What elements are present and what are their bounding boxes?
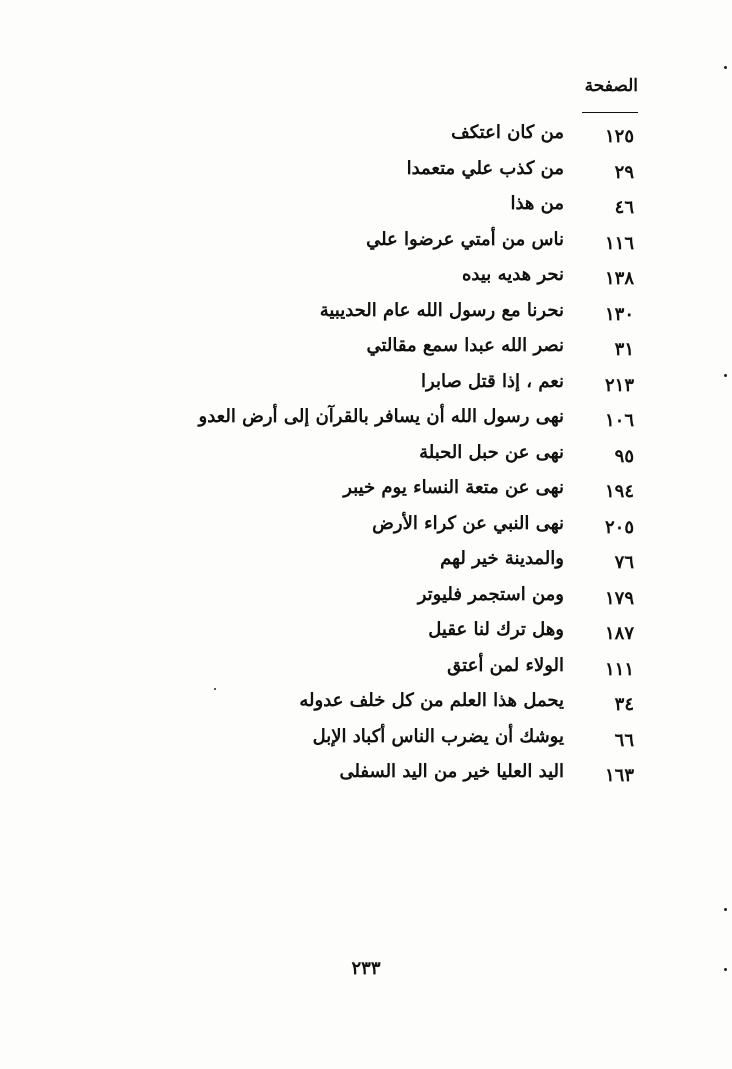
entry-text: نحرنا مع رسول الله عام الحديبية [319,299,564,321]
entry-page-number: ٧٦ [614,552,634,573]
entry-page-number: ١٦٣ [604,765,634,786]
index-entry [0,260,732,296]
entry-text: وهل ترك لنا عقيل [428,619,564,640]
entry-text: نصر الله عبدا سمع مقالتي [366,335,564,356]
entry-text: والمدينة خير لهم [440,548,564,569]
index-entry [0,722,732,758]
index-entry [0,438,732,474]
entry-text: يحمل هذا العلم من كل خلف عدوله [299,690,564,711]
scan-speck [724,374,727,377]
entry-text: نعم ، إذا قتل صابرا [421,370,564,392]
entry-page-number: ٢٠٥ [604,516,634,538]
index-entry [0,367,732,403]
index-entry [0,615,732,651]
index-entry [0,296,732,332]
entry-page-number: ١٧٩ [604,587,634,609]
index-entry [0,331,732,367]
footer-page-number: ٢٣٣ [351,958,381,979]
index-entry [0,473,732,509]
entry-text: من كذب علي متعمدا [406,157,564,179]
entry-text: الولاء لمن أعتق [447,654,564,676]
index-entry [0,402,732,438]
entry-text: نهى عن حبل الحبلة [419,441,564,463]
entry-text: ومن استجمر فليوتر [417,583,564,605]
entry-page-number: ٦٦ [614,729,634,751]
entry-page-number: ١٣٠ [604,303,634,325]
entry-page-number: ٢٩ [614,161,634,183]
index-entry [0,686,732,722]
header-underline [582,112,638,113]
entry-text: من هذا [510,193,564,214]
entry-text: نهى عن متعة النساء يوم خيبر [343,477,564,498]
index-entry [0,189,732,225]
column-header-page: الصفحة [584,76,638,96]
scan-speck [724,66,727,69]
entry-page-number: ٣٤ [614,694,634,715]
index-entry [0,580,732,616]
entry-page-number: ٩٥ [614,445,634,467]
index-entry [0,544,732,580]
entry-text: نهى النبي عن كراء الأرض [372,512,564,534]
entry-page-number: ١٢٥ [604,126,634,147]
entry-page-number: ١١٦ [604,232,634,254]
entry-text: نحر هديه بيده [461,264,564,285]
entry-page-number: ١٨٧ [604,623,634,644]
scan-speck [214,688,216,690]
scan-speck [724,908,727,911]
index-entry [0,651,732,687]
entry-page-number: ١١١ [604,658,634,680]
entry-text: نهى رسول الله أن يسافر بالقرآن إلى أرض العدو [198,406,564,427]
index-entry [0,509,732,545]
entry-page-number: ١٠٦ [604,410,634,431]
hadith-index-list [0,118,732,793]
index-entry [0,225,732,261]
entry-page-number: ١٣٨ [604,268,634,289]
entry-text: اليد العليا خير من اليد السفلى [339,761,564,782]
index-entry [0,757,732,793]
entry-text: ناس من أمتي عرضوا علي [366,228,564,250]
entry-page-number: ٢١٣ [604,374,634,396]
entry-text: يوشك أن يضرب الناس أكباد الإبل [312,725,564,747]
index-entry [0,154,732,190]
entry-page-number: ٣١ [614,339,634,360]
index-entry [0,118,732,154]
entry-page-number: ٤٦ [614,197,634,218]
scan-speck [724,968,727,971]
entry-page-number: ١٩٤ [604,481,634,502]
entry-text: من كان اعتكف [451,122,564,143]
